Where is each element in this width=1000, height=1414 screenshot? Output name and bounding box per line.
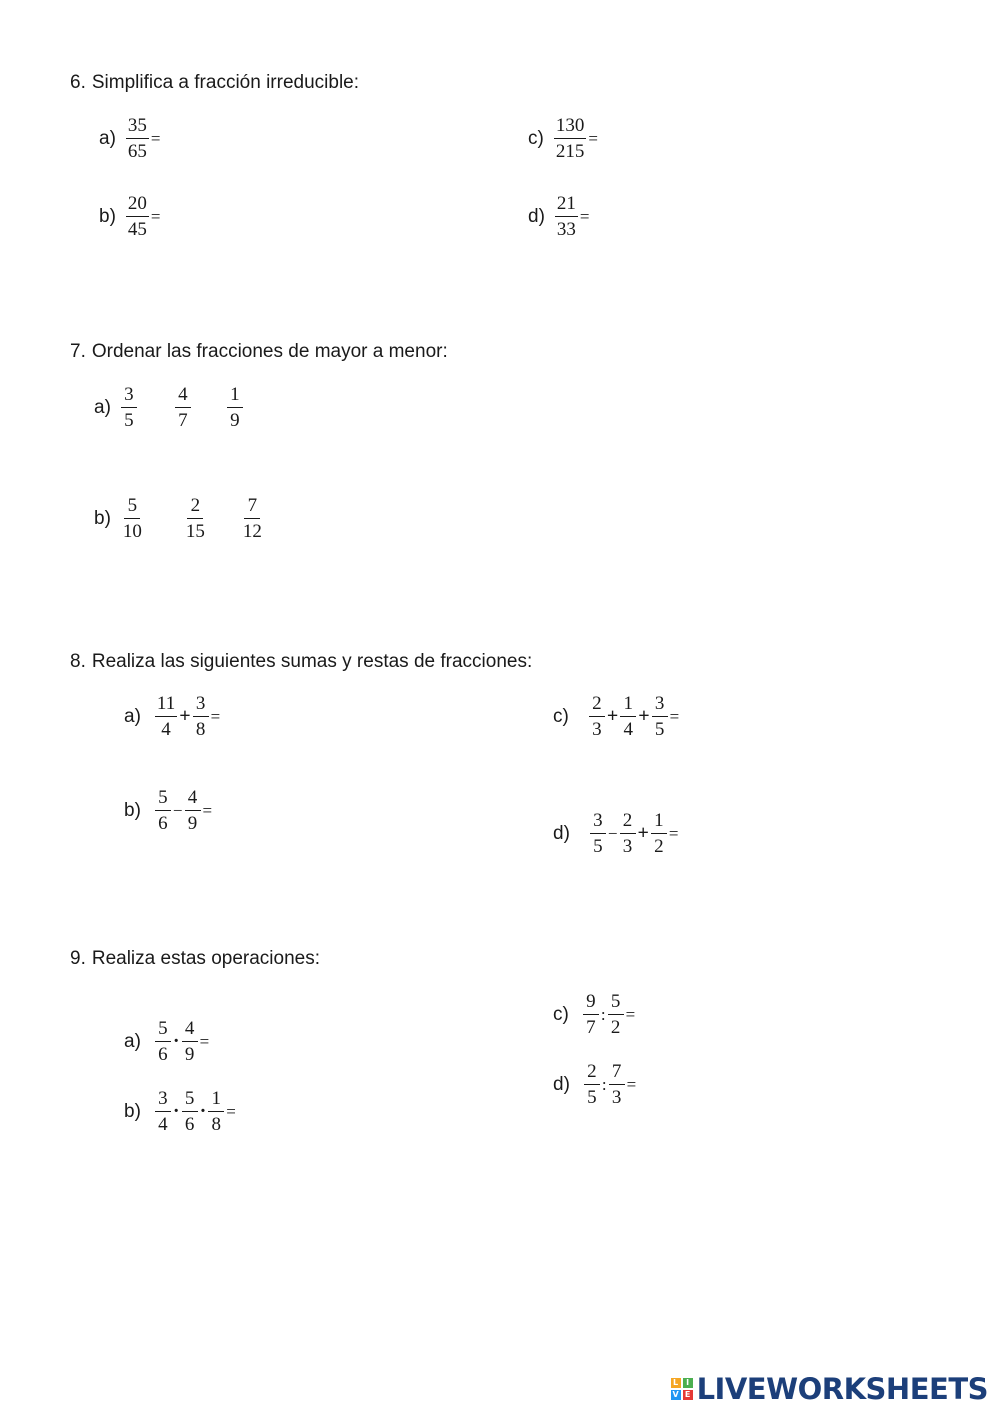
- denominator: 9: [184, 1044, 195, 1065]
- denominator: 5: [654, 719, 665, 740]
- equals-sign: =: [210, 706, 221, 726]
- q6-item-a: [99, 116, 163, 161]
- q8-item-d: [553, 811, 681, 856]
- equals-sign: =: [150, 128, 161, 148]
- equals-sign: =: [625, 1004, 636, 1024]
- equals-sign: =: [579, 206, 590, 226]
- minus-sign: −: [172, 800, 183, 820]
- item-label: a): [124, 1030, 141, 1052]
- denominator: 4: [158, 1114, 168, 1135]
- fraction: [241, 496, 264, 541]
- denominator: 9: [230, 410, 240, 431]
- denominator: 8: [195, 719, 206, 740]
- denominator: 2: [654, 836, 664, 857]
- equals-sign: =: [150, 206, 161, 226]
- fraction: [652, 694, 668, 739]
- fraction: [554, 116, 587, 161]
- denominator: 4: [161, 719, 171, 740]
- question-9-title: [70, 948, 320, 970]
- denominator: 45: [127, 219, 147, 240]
- fraction: [193, 694, 209, 739]
- denominator: 2: [610, 1017, 621, 1038]
- numerator: 5: [155, 788, 171, 811]
- denominator: 6: [158, 1044, 168, 1065]
- fraction: [208, 1089, 224, 1134]
- q6-item-d: [528, 194, 592, 239]
- numerator: 4: [175, 385, 191, 408]
- fraction: [609, 1062, 625, 1107]
- fraction-expression: [584, 1062, 638, 1107]
- q7-item-b: [94, 496, 264, 541]
- equals-sign: =: [199, 1031, 210, 1051]
- fraction: [155, 1089, 171, 1134]
- logo-text: LIVEWORKSHEETS: [696, 1372, 988, 1406]
- denominator: 65: [127, 141, 147, 162]
- q6-item-c: [528, 116, 600, 161]
- fraction-expression: [155, 788, 214, 833]
- denominator: 10: [122, 521, 142, 542]
- fraction-expression: [583, 992, 637, 1037]
- question-number: 6.: [70, 72, 86, 93]
- q9-item-a: [124, 1019, 211, 1064]
- fraction-list: [121, 385, 243, 430]
- denominator: 6: [158, 813, 168, 834]
- question-8-title: [70, 651, 532, 673]
- denominator: 3: [611, 1087, 622, 1108]
- logo-badge-icon: [671, 1378, 693, 1400]
- fraction: [182, 1019, 198, 1064]
- numerator: 11: [155, 694, 177, 717]
- numerator: 130: [554, 116, 587, 139]
- fraction: [155, 1019, 171, 1064]
- fraction: [175, 385, 191, 430]
- equals-sign: =: [226, 1101, 236, 1121]
- numerator: 2: [589, 694, 605, 717]
- equals-sign: =: [626, 1074, 637, 1094]
- item-label: c): [553, 1003, 569, 1025]
- numerator: 1: [227, 385, 243, 408]
- fraction: [590, 811, 606, 856]
- q9-item-c: [553, 992, 637, 1037]
- numerator: 21: [555, 194, 578, 217]
- fraction-expression: [155, 1019, 211, 1064]
- fraction-expression: [590, 811, 681, 856]
- item-label: c): [528, 127, 544, 149]
- denominator: 4: [623, 719, 633, 740]
- fraction: [608, 992, 624, 1037]
- divide-colon: :: [601, 1074, 607, 1094]
- fraction-expression: [155, 1089, 238, 1134]
- fraction: [555, 194, 578, 239]
- numerator: 4: [182, 1019, 198, 1042]
- fraction-expression: [126, 116, 163, 161]
- fraction: [184, 496, 207, 541]
- fraction-expression: [554, 116, 600, 161]
- equals-sign: =: [202, 800, 213, 820]
- minus-sign: −: [607, 823, 618, 843]
- fraction: [185, 788, 201, 833]
- item-label: d): [528, 205, 545, 227]
- logo-badge-letter: V: [672, 1390, 679, 1399]
- denominator: 6: [184, 1114, 195, 1135]
- numerator: 1: [651, 811, 667, 834]
- numerator: 2: [187, 496, 203, 519]
- fraction: [121, 385, 137, 430]
- fraction-expression: [155, 694, 222, 739]
- fraction: [589, 694, 605, 739]
- denominator: 215: [555, 141, 585, 162]
- fraction: [584, 1062, 600, 1107]
- numerator: 3: [590, 811, 606, 834]
- q7-item-a: [94, 385, 243, 430]
- item-label: a): [99, 127, 116, 149]
- fraction: [651, 811, 667, 856]
- question-7-title: [70, 341, 448, 363]
- numerator: 2: [620, 811, 636, 834]
- item-label: d): [553, 1073, 570, 1095]
- item-label: c): [553, 705, 569, 727]
- numerator: 5: [155, 1019, 171, 1042]
- fraction: [126, 116, 149, 161]
- denominator: 3: [592, 719, 602, 740]
- fraction: [182, 1089, 198, 1134]
- numerator: 1: [620, 694, 636, 717]
- numerator: 7: [244, 496, 260, 519]
- logo-badge-letter: L: [671, 1378, 681, 1388]
- item-label: b): [124, 1100, 141, 1122]
- q8-item-a: [124, 694, 222, 739]
- question-number: 9.: [70, 948, 86, 969]
- denominator: 9: [187, 813, 198, 834]
- denominator: 7: [586, 1017, 596, 1038]
- denominator: 12: [242, 521, 262, 542]
- denominator: 15: [185, 521, 205, 542]
- item-label: b): [99, 205, 116, 227]
- multiply-dot: ·: [172, 1030, 180, 1052]
- item-label: b): [94, 507, 111, 529]
- numerator: 5: [124, 496, 140, 519]
- fraction-expression: [555, 194, 592, 239]
- denominator: 5: [124, 410, 134, 431]
- numerator: 2: [584, 1062, 600, 1085]
- plus-sign: +: [638, 705, 650, 727]
- denominator: 5: [593, 836, 603, 857]
- question-text: Realiza las siguientes sumas y restas de fracciones:: [91, 651, 533, 672]
- multiply-dot: ·: [199, 1100, 207, 1122]
- denominator: 3: [622, 836, 633, 857]
- question-6-title: [70, 72, 359, 94]
- logo-badge-letter: E: [683, 1390, 693, 1400]
- numerator: 3: [155, 1089, 171, 1112]
- q9-item-d: [553, 1062, 638, 1107]
- fraction-list: [121, 496, 264, 541]
- question-text: Realiza estas operaciones:: [91, 948, 320, 969]
- plus-sign: +: [179, 705, 191, 727]
- question-text: Simplifica a fracción irreducible:: [91, 72, 360, 93]
- fraction: [620, 811, 636, 856]
- question-text: Ordenar las fracciones de mayor a menor:: [91, 341, 448, 362]
- fraction: [583, 992, 599, 1037]
- liveworksheets-logo: [671, 1372, 988, 1406]
- denominator: 8: [211, 1114, 221, 1135]
- question-number: 8.: [70, 651, 86, 672]
- numerator: 35: [126, 116, 149, 139]
- denominator: 33: [556, 219, 576, 240]
- fraction: [126, 194, 149, 239]
- equals-sign: =: [669, 706, 680, 726]
- q8-item-b: [124, 788, 214, 833]
- divide-colon: :: [600, 1004, 606, 1024]
- fraction: [227, 385, 243, 430]
- fraction: [155, 788, 171, 833]
- question-number: 7.: [70, 341, 86, 362]
- q6-item-b: [99, 194, 163, 239]
- numerator: 3: [652, 694, 668, 717]
- numerator: 1: [208, 1089, 224, 1112]
- fraction-expression: [126, 194, 163, 239]
- numerator: 7: [609, 1062, 625, 1085]
- q8-item-c: [553, 694, 681, 739]
- numerator: 20: [126, 194, 149, 217]
- plus-sign: +: [606, 705, 619, 727]
- item-label: a): [124, 705, 141, 727]
- denominator: 7: [178, 410, 188, 431]
- equals-sign: =: [668, 823, 679, 843]
- item-label: d): [553, 822, 570, 844]
- denominator: 5: [587, 1087, 597, 1108]
- q9-item-b: [124, 1089, 238, 1134]
- numerator: 5: [182, 1089, 198, 1112]
- numerator: 3: [121, 385, 137, 408]
- equals-sign: =: [588, 128, 598, 148]
- numerator: 3: [193, 694, 209, 717]
- item-label: a): [94, 396, 111, 418]
- numerator: 9: [583, 992, 599, 1015]
- plus-sign: +: [637, 822, 649, 844]
- fraction: [155, 694, 177, 739]
- fraction: [620, 694, 636, 739]
- item-label: b): [124, 799, 141, 821]
- logo-badge-letter: I: [683, 1378, 693, 1388]
- numerator: 4: [185, 788, 201, 811]
- fraction: [121, 496, 144, 541]
- fraction-expression: [589, 694, 681, 739]
- multiply-dot: ·: [172, 1100, 180, 1122]
- numerator: 5: [608, 992, 624, 1015]
